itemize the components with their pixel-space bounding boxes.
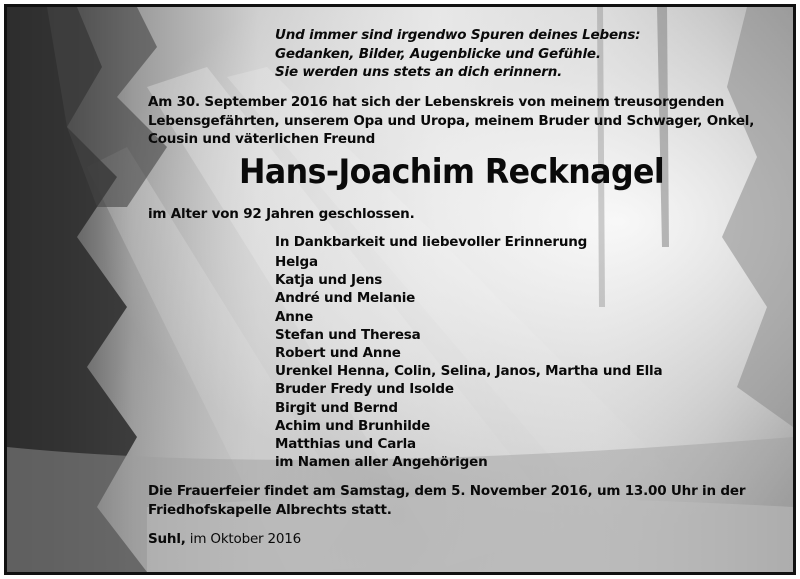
funeral-notice bbox=[148, 482, 788, 519]
mourners-list bbox=[275, 253, 662, 471]
mourner-item: Katja und Jens bbox=[275, 272, 383, 289]
mourner-item: André und Melanie bbox=[275, 290, 416, 307]
intro-paragraph bbox=[148, 93, 768, 149]
place-city: Suhl, bbox=[148, 531, 186, 547]
place-date-line bbox=[148, 530, 301, 549]
motto-line: Und immer sind irgendwo Spuren deines Lebens: bbox=[275, 27, 641, 43]
mourner-item: im Namen aller Angehörigen bbox=[275, 454, 488, 471]
intro-line: Cousin und väterlichen Freund bbox=[148, 131, 376, 147]
place-date: im Oktober 2016 bbox=[185, 531, 302, 547]
intro-line: Lebensgefährten, unserem Opa und Uropa, meinem Bruder und Schwager, Onkel, bbox=[148, 112, 755, 129]
obituary-content bbox=[7, 7, 793, 572]
age-line: im Alter von 92 Jahren geschlossen. bbox=[148, 206, 415, 222]
intro-line: Am 30. September 2016 hat sich der Lebenskreis von meinem treusorgenden bbox=[148, 94, 725, 110]
mourner-item: Bruder Fredy und Isolde bbox=[275, 381, 454, 398]
mourner-item: Robert und Anne bbox=[275, 345, 401, 362]
mourner-item: Helga bbox=[275, 254, 318, 270]
motto-line: Sie werden uns stets an dich erinnern. bbox=[275, 64, 563, 80]
funeral-line: Friedhofskapelle Albrechts statt. bbox=[148, 501, 392, 518]
funeral-line: Die Frauerfeier findet am Samstag, dem 5. November 2016, um 13.00 Uhr in der bbox=[148, 483, 746, 499]
mourner-item: Stefan und Theresa bbox=[275, 326, 421, 343]
thanks-line: In Dankbarkeit und liebevoller Erinnerung bbox=[275, 234, 588, 250]
obituary-frame bbox=[4, 4, 796, 575]
mourner-item: Anne bbox=[275, 308, 314, 325]
motto-verse bbox=[275, 26, 640, 82]
mourner-item: Birgit und Bernd bbox=[275, 399, 398, 416]
deceased-name: Hans-Joachim Recknagel bbox=[239, 152, 665, 192]
mourner-item: Urenkel Henna, Colin, Selina, Janos, Martha und Ella bbox=[275, 363, 663, 380]
mourner-item: Achim und Brunhilde bbox=[275, 417, 431, 434]
motto-line: Gedanken, Bilder, Augenblicke und Gefühle. bbox=[275, 45, 601, 62]
mourner-item: Matthias und Carla bbox=[275, 436, 416, 453]
